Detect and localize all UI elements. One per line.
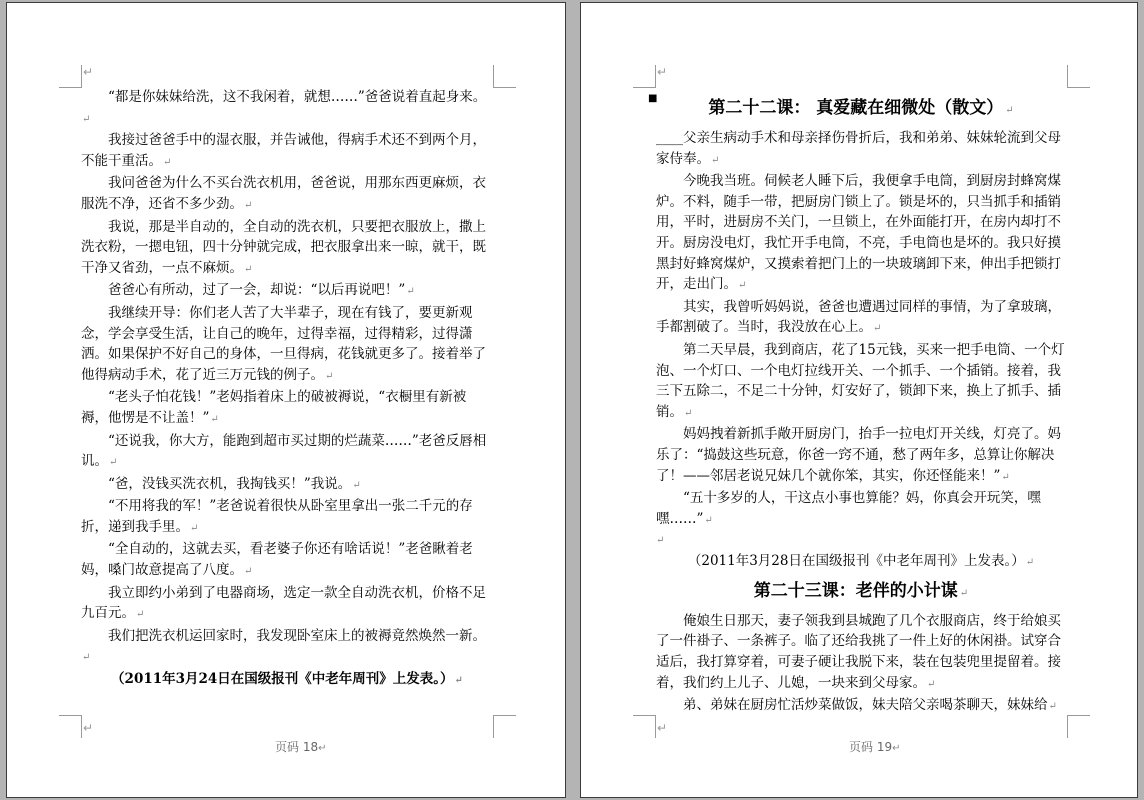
- bullet-icon: ■: [648, 93, 658, 104]
- paragraph-mark: ↵: [657, 721, 668, 735]
- paragraph-mark: ↵: [657, 65, 668, 79]
- publication-note: （2011年3月24日在国级报刊《中老年周刊》上发表。） ↵: [81, 669, 493, 692]
- document-page-18: [6, 2, 566, 798]
- paragraph-mark: ↵: [83, 721, 94, 735]
- paragraph: 妈妈拽着新抓手敞开厨房门，抬手一拉电灯开关线，灯亮了。妈乐了：“捣鼓这些玩意，你爸一窍不通，愁了两年多，总算让你解决了！——邻居老说兄妹几个就你笨，其实，你还怪能来！” ↵: [656, 424, 1066, 488]
- crop-mark-top-left: [59, 65, 82, 88]
- crop-mark-bottom-right: [493, 715, 516, 738]
- crop-mark-bottom-left: [59, 715, 82, 738]
- crop-mark-top-right: [493, 65, 516, 88]
- paragraph: 其实，我曾听妈妈说，爸爸也遭遇过同样的事情，为了拿玻璃，手都割破了。当时，我没放在心上。 ↵: [656, 297, 1066, 340]
- crop-mark-top-left: [633, 65, 656, 88]
- page-number-footer: 页码 19 ↵: [849, 738, 900, 755]
- crop-mark-bottom-left: [633, 715, 656, 738]
- empty-paragraph: [656, 531, 1066, 551]
- paragraph: 爸爸心有所动，过了一会，却说：“以后再说吧！” ↵: [81, 280, 493, 303]
- paragraph: “都是你妹妹给洗，这不我闲着，就想……”爸爸说着直起身来。 ↵: [81, 87, 493, 130]
- paragraph: “不用将我的军！”老爸说着很快从卧室里拿出一张二千元的存折，递到我手里。 ↵: [81, 496, 493, 539]
- lesson-heading: 第二十二课： 真爱藏在细微处（散文） ↵: [656, 91, 1066, 128]
- paragraph: “还说我，你大方，能跑到超市买过期的烂蔬菜……”老爸反唇相讥。 ↵: [81, 431, 493, 474]
- page-body[interactable]: [648, 91, 1066, 718]
- paragraph-mark: ↵: [83, 65, 94, 79]
- publication-note: （2011年3月28日在国级报刊《中老年周刊》上发表。） ↵: [656, 551, 1066, 574]
- paragraph: 我问爸爸为什么不买台洗衣机用，爸爸说，用那东西更麻烦，衣服洗不净，还省不多少劲。 ↵: [81, 173, 493, 216]
- paragraph: “爸，没钱买洗衣机，我掏钱买！”我说。 ↵: [81, 474, 493, 497]
- paragraph: 我立即约小弟到了电器商场，选定一款全自动洗衣机，价格不足九百元。 ↵: [81, 583, 493, 626]
- paragraph: 今晚我当班。伺候老人睡下后，我便拿手电筒，到厨房封蜂窝煤炉。不料，随手一带，把厨房门锁上了。锁是坏的，只当抓手和插销用，平时，进厨房不关门，一旦锁上，在外面能打开，在房内却打不开。厨房没电灯，我忙开手电筒，不亮，手电筒也是坏的。我只好摸黑封好蜂窝煤炉，又摸索着把门上的一块玻璃卸下来，伸出手把锁打开，走出门。 ↵: [656, 171, 1066, 297]
- crop-mark-top-right: [1067, 65, 1090, 88]
- paragraph: “五十多岁的人，干这点小事也算能？妈，你真会开玩笑，嘿嘿……” ↵: [656, 488, 1066, 531]
- paragraph: “老头子怕花钱！”老妈指着床上的破被褥说，“衣橱里有新被褥，他愣是不让盖！” ↵: [81, 387, 493, 430]
- page-number-footer: 页码 18 ↵: [275, 738, 326, 755]
- paragraph: 我接过爸爸手中的湿衣服，并告诫他，得病手术还不到两个月，不能干重活。 ↵: [81, 130, 493, 173]
- paragraph: 俺娘生日那天，妻子领我到县城跑了几个衣服商店，终于给娘买了一件褂子、一条裤子。临了还给我挑了一件上好的休闲褂。试穿合适后，我打算穿着，可妻子硬让我脱下来，装在包装兜里提留着。接着，我们约上儿子、儿媳，一块来到父母家。 ↵: [656, 611, 1066, 695]
- paragraph: 我们把洗衣机运回家时，我发现卧室床上的被褥竟然焕然一新。 ↵: [81, 626, 493, 669]
- paragraph: ____父亲生病动手术和母亲择伤骨折后，我和弟弟、妹妹轮流到父母家侍奉。 ↵: [656, 128, 1066, 171]
- page-body[interactable]: [81, 87, 493, 692]
- crop-mark-bottom-right: [1067, 715, 1090, 738]
- lesson-heading: 第二十三课：老伴的小计谋 ↵: [656, 574, 1066, 611]
- paragraph: 第二天早晨，我到商店，花了15元钱，买来一把手电筒、一个灯泡、一个灯口、一个电灯拉线开关、一个抓手、一个插销。接着，我三下五除二，不足二十分钟，灯安好了，锁卸下来，换上了抓手、插销。 ↵: [656, 340, 1066, 424]
- paragraph: 我说，那是半自动的，全自动的洗衣机，只要把衣服放上，撒上洗衣粉，一摁电钮，四十分钟就完成，把衣服拿出来一晾，就干，既干净又省劲，一点不麻烦。 ↵: [81, 217, 493, 281]
- document-page-19: [580, 2, 1138, 798]
- paragraph: “全自动的，这就去买，看老婆子你还有啥话说！”老爸瞅着老妈，嗓门故意提高了八度。 ↵: [81, 539, 493, 582]
- paragraph: 弟、弟妹在厨房忙活炒菜做饭，妹夫陪父亲喝茶聊天，妹妹给 ↵: [656, 695, 1066, 718]
- paragraph: 我继续开导：你们老人苦了大半辈子，现在有钱了，要更新观念，学会享受生活，让自己的晚年，过得幸福，过得精彩，过得潇洒。如果保护不好自己的身体，一旦得病，花钱就更多了。接着举了他得病动手术，花了近三万元钱的例子。 ↵: [81, 303, 493, 387]
